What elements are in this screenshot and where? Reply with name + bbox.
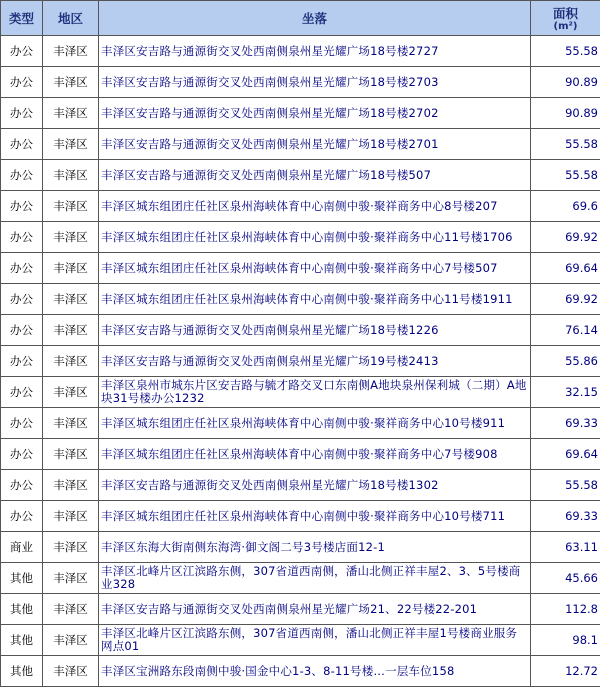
header-size: [531, 1, 600, 36]
row-district-cell: 丰泽区: [43, 408, 99, 439]
row-size-cell: 55.58: [531, 470, 600, 501]
row-district-cell: 丰泽区: [43, 563, 99, 594]
row-location-cell: 丰泽区城东组团庄任社区泉州海峡体育中心南侧中骏·聚祥商务中心11号楼1706: [99, 222, 531, 253]
row-location-cell: 丰泽区安吉路与通源街交叉处西南侧泉州星光耀广场19号楼2413: [99, 346, 531, 377]
row-type-cell: 其他: [1, 563, 43, 594]
row-location-cell: 丰泽区安吉路与通源街交叉处西南侧泉州星光耀广场18号楼2701: [99, 129, 531, 160]
row-location-cell: 丰泽区安吉路与通源街交叉处西南侧泉州星光耀广场21、22号楼22-201: [99, 594, 531, 625]
row-district-cell: 丰泽区: [43, 160, 99, 191]
row-size-cell: 55.58: [531, 36, 600, 67]
row-type-cell: 办公: [1, 129, 43, 160]
row-location-cell: 丰泽区安吉路与通源街交叉处西南侧泉州星光耀广场18号楼1302: [99, 470, 531, 501]
table-row: [1, 160, 600, 191]
row-size-cell: 55.58: [531, 129, 600, 160]
row-location-cell: 丰泽区安吉路与通源街交叉处西南侧泉州星光耀广场18号楼2703: [99, 67, 531, 98]
row-size-cell: 69.92: [531, 222, 600, 253]
table-row: [1, 470, 600, 501]
row-type-cell: 办公: [1, 315, 43, 346]
table-row: [1, 315, 600, 346]
row-type-cell: 办公: [1, 408, 43, 439]
row-type-cell: 办公: [1, 284, 43, 315]
row-size-cell: 12.72: [531, 656, 600, 687]
header-district: 地区: [43, 1, 99, 36]
row-district-cell: 丰泽区: [43, 501, 99, 532]
table-row: [1, 253, 600, 284]
row-type-cell: 其他: [1, 625, 43, 656]
row-district-cell: 丰泽区: [43, 253, 99, 284]
row-location-cell: 丰泽区安吉路与通源街交叉处西南侧泉州星光耀广场18号楼1226: [99, 315, 531, 346]
row-size-cell: 69.6: [531, 191, 600, 222]
row-location-cell: 丰泽区泉州市城东片区安吉路与毓才路交叉口东南侧A地块泉州保利城（二期）A地块31号楼办公1232: [99, 377, 531, 408]
header-size-unit: (m²): [531, 22, 600, 32]
row-type-cell: 办公: [1, 501, 43, 532]
row-type-cell: 办公: [1, 253, 43, 284]
row-size-cell: 90.89: [531, 98, 600, 129]
row-district-cell: 丰泽区: [43, 594, 99, 625]
table-row: [1, 594, 600, 625]
row-district-cell: 丰泽区: [43, 284, 99, 315]
row-district-cell: 丰泽区: [43, 222, 99, 253]
row-size-cell: 55.58: [531, 160, 600, 191]
table-body: [1, 36, 600, 687]
row-size-cell: 90.89: [531, 67, 600, 98]
row-size-cell: 69.92: [531, 284, 600, 315]
row-location-cell: 丰泽区城东组团庄任社区泉州海峡体育中心南侧中骏·聚祥商务中心7号楼507: [99, 253, 531, 284]
table-row: [1, 129, 600, 160]
row-location-cell: 丰泽区城东组团庄任社区泉州海峡体育中心南侧中骏·聚祥商务中心7号楼908: [99, 439, 531, 470]
table-row: [1, 67, 600, 98]
row-type-cell: 办公: [1, 67, 43, 98]
table-row: [1, 563, 600, 594]
row-location-cell: 丰泽区城东组团庄任社区泉州海峡体育中心南侧中骏·聚祥商务中心10号楼711: [99, 501, 531, 532]
row-type-cell: 其他: [1, 656, 43, 687]
table-row: [1, 532, 600, 563]
header-row: [1, 1, 600, 36]
row-district-cell: 丰泽区: [43, 470, 99, 501]
row-size-cell: 45.66: [531, 563, 600, 594]
row-district-cell: 丰泽区: [43, 656, 99, 687]
row-location-cell: 丰泽区东海大街南侧东海湾·御文阁二号3号楼店面12-1: [99, 532, 531, 563]
row-district-cell: 丰泽区: [43, 67, 99, 98]
row-district-cell: 丰泽区: [43, 439, 99, 470]
table-row: [1, 98, 600, 129]
row-size-cell: 69.33: [531, 408, 600, 439]
table-row: [1, 501, 600, 532]
row-location-cell: 丰泽区城东组团庄任社区泉州海峡体育中心南侧中骏·聚祥商务中心11号楼1911: [99, 284, 531, 315]
row-location-cell: 丰泽区宝洲路东段南侧中骏·国金中心1-3、8-11号楼…一层车位158: [99, 656, 531, 687]
row-location-cell: 丰泽区北峰片区江滨路东侧，307省道西南侧，潘山北侧正祥丰屋1号楼商业服务网点01: [99, 625, 531, 656]
row-location-cell: 丰泽区安吉路与通源街交叉处西南侧泉州星光耀广场18号楼507: [99, 160, 531, 191]
table-row: [1, 191, 600, 222]
table-row: [1, 408, 600, 439]
row-size-cell: 76.14: [531, 315, 600, 346]
row-type-cell: 其他: [1, 594, 43, 625]
row-type-cell: 办公: [1, 222, 43, 253]
row-location-cell: 丰泽区城东组团庄任社区泉州海峡体育中心南侧中骏·聚祥商务中心10号楼911: [99, 408, 531, 439]
table-row: [1, 284, 600, 315]
row-type-cell: 办公: [1, 377, 43, 408]
row-district-cell: 丰泽区: [43, 377, 99, 408]
table-row: [1, 36, 600, 67]
row-district-cell: 丰泽区: [43, 36, 99, 67]
table-row: [1, 346, 600, 377]
row-type-cell: 办公: [1, 191, 43, 222]
row-type-cell: 办公: [1, 470, 43, 501]
table-row: [1, 656, 600, 687]
row-size-cell: 32.15: [531, 377, 600, 408]
row-size-cell: 69.33: [531, 501, 600, 532]
row-district-cell: 丰泽区: [43, 625, 99, 656]
row-district-cell: 丰泽区: [43, 98, 99, 129]
header-location: 坐落: [99, 1, 531, 36]
row-type-cell: 办公: [1, 98, 43, 129]
row-type-cell: 办公: [1, 160, 43, 191]
row-district-cell: 丰泽区: [43, 315, 99, 346]
table-row: [1, 222, 600, 253]
row-size-cell: 55.86: [531, 346, 600, 377]
row-location-cell: 丰泽区安吉路与通源街交叉处西南侧泉州星光耀广场18号楼2727: [99, 36, 531, 67]
row-type-cell: 商业: [1, 532, 43, 563]
row-district-cell: 丰泽区: [43, 129, 99, 160]
table-row: [1, 439, 600, 470]
table-header: [1, 1, 600, 36]
row-type-cell: 办公: [1, 439, 43, 470]
header-type: 类型: [1, 1, 43, 36]
row-size-cell: 98.1: [531, 625, 600, 656]
row-size-cell: 69.64: [531, 253, 600, 284]
row-district-cell: 丰泽区: [43, 532, 99, 563]
row-size-cell: 112.8: [531, 594, 600, 625]
row-location-cell: 丰泽区城东组团庄任社区泉州海峡体育中心南侧中骏·聚祥商务中心8号楼207: [99, 191, 531, 222]
row-location-cell: 丰泽区安吉路与通源街交叉处西南侧泉州星光耀广场18号楼2702: [99, 98, 531, 129]
row-type-cell: 办公: [1, 346, 43, 377]
table-row: [1, 625, 600, 656]
row-district-cell: 丰泽区: [43, 346, 99, 377]
row-type-cell: 办公: [1, 36, 43, 67]
header-size-label: 面积: [553, 6, 578, 21]
row-district-cell: 丰泽区: [43, 191, 99, 222]
row-size-cell: 63.11: [531, 532, 600, 563]
table-row: [1, 377, 600, 408]
row-size-cell: 69.64: [531, 439, 600, 470]
row-location-cell: 丰泽区北峰片区江滨路东侧，307省道西南侧，潘山北侧正祥丰屋2、3、5号楼商业328: [99, 563, 531, 594]
